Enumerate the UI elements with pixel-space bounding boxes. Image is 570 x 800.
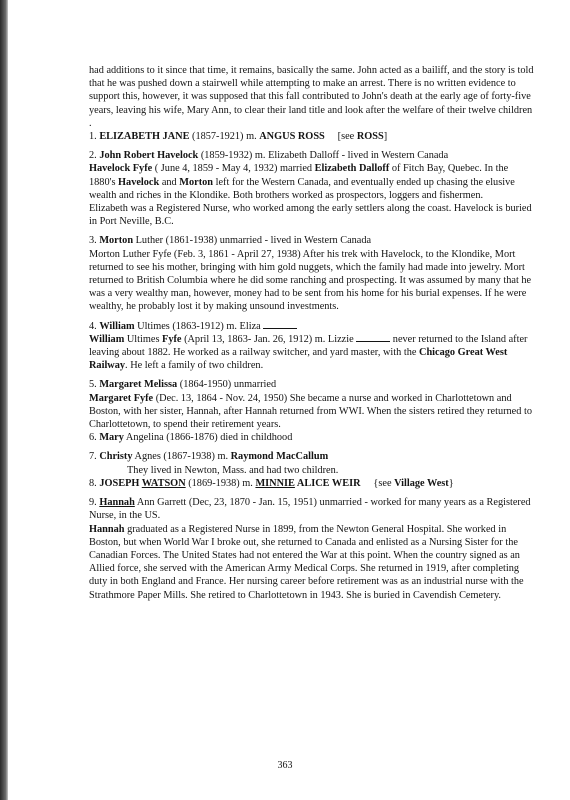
entry-9: 9. Hannah Ann Garrett (Dec, 23, 1870 - Jan. 15, 1951) unmarried - worked for many years as a Registered Nurse, in the US. Hannah graduated as a Registered Nurse in 1899, from the Newton General Hospital. She worked in Boston, but when World War I broke out, she returned to Canada and enlisted as a Nursing Sister for the Canadian Forces. The United States had not entered the War at this point. When the country signed as an Allied force, she served with the American Army Medical Corps. She returned in 1919, after completing duty in both England and France. Her nursing career before retirement was as an industrial nurse with the Strathmore Paper Mills. She retired to Charlottetown in 1943. She is buried in Cavendish Cemetery. — [89, 497, 531, 601]
entry-8: 8. JOSEPH WATSON (1869-1938) m. MINNIE ALICE WEIR {see Village West} — [89, 477, 454, 489]
entry-5: 5. Margaret Melissa (1864-1950) unmarried Margaret Fyfe (Dec. 13, 1864 - Nov. 24, 1950) She became a nurse and worked in Charlottetown and Boston, with her sister, Hannah, after Hannah returned from WWI. When the sisters retired they returned to Charlottetown, to spend their retirement years. — [89, 379, 532, 431]
see-village-west-ref: Village West — [394, 477, 449, 489]
entry-8-name: JOSEPH WATSON — [99, 477, 186, 489]
blank-line — [356, 333, 390, 342]
page-content — [89, 64, 537, 602]
entry-2-name: John Robert Havelock — [99, 150, 199, 162]
entry-9-name: Hannah — [99, 497, 135, 509]
entry-2-paragraph-2: Elizabeth was a Registered Nurse, who worked among the early settlers along the coast. Havelock is buried in Port Neville, B.C. — [89, 203, 532, 228]
entry-7-name: Christy — [99, 451, 133, 463]
entry-7: 7. Christy Agnes (1867-1938) m. Raymond MacCallum They lived in Newton, Mass. and had two children. — [89, 451, 339, 476]
blank-line — [263, 320, 297, 329]
entry-6: 6. Mary Angelina (1866-1876) died in childhood — [89, 432, 293, 444]
entry-1-spouse: ANGUS ROSS — [259, 131, 325, 143]
entry-7-spouse: Raymond MacCallum — [230, 451, 329, 463]
entry-3-body: Morton Luther Fyfe (Feb. 3, 1861 - April 27, 1938) After his trek with Havelock, to the Klondike, Mort returned to see his mother, bringing with him gold nuggets, which the family had made into jewelry. Mort returned to British Columbia where he did some ranching and prospecting. It was assumed by many that he was a very wealthy man, however, money had to be sent from his home for his burial expenses. If he were wealthy, he probably lost it by making unsound investments. — [89, 248, 532, 313]
entry-2: 2. John Robert Havelock (1859-1932) m. Elizabeth Dalloff - lived in Western Canada Havelock Fyfe ( June 4, 1859 - May 4, 1932) married Elizabeth Dalloff of Fitch Bay, Quebec. In the 1880's Havelock and Morton left for the Western Canada, and eventually ended up chasing the elusive wealth and riches in the Klondike. Both brothers worked as prospectors, loggers and fishermen. Elizabeth was a Registered Nurse, who worked among the early settlers along the coast. Havelock is buried in Port Neville, B.C. — [89, 149, 537, 228]
entry-3: 3. Morton Luther (1861-1938) unmarried - lived in Western Canada Morton Luther Fyfe (Feb. 3, 1861 - April 27, 1938) After his trek with Havelock, to the Klondike, Mort returned to see his mother, bringing with him gold nuggets, which the family had made into jewelry. Mort returned to British Columbia where he did some ranching and prospecting. It was assumed by many that he was a very wealthy man, however, money had to be sent from his home for his burial expenses. If he were wealthy, he probably lost it by making unsound investments. — [89, 234, 537, 313]
entry-3-name: Morton — [99, 235, 134, 247]
entry-1: 1. ELIZABETH JANE (1857-1921) m. ANGUS ROSS [see ROSS] — [89, 131, 388, 143]
entry-4-name: William — [99, 320, 135, 332]
entry-4: 4. William Ultimes (1863-1912) m. Eliza William Ultimes Fyfe (April 13, 1863- Jan. 26, 1912) m. Lizzie never returned to the Island after leaving about 1882. He worked as a railway switcher, and yard master, with the Chicago Great West Railway. He left a family of two children. — [89, 320, 528, 372]
entry-1-name: ELIZABETH JANE — [99, 131, 190, 143]
page-number: 363 — [277, 760, 293, 771]
entry-5-name: Margaret Melissa — [99, 379, 178, 391]
entry-6-name: Mary — [99, 432, 124, 444]
book-binding-shadow — [0, 0, 8, 800]
entry-8-spouse: MINNIE ALICE WEIR — [255, 477, 361, 489]
see-ross-ref: ROSS — [356, 131, 384, 143]
intro-paragraph: had additions to it since that time, it remains, basically the same. John acted as a bailiff, and the story is told that he was pushed down a stairwell while attempting to make an arrest. There is no written evidence to support this, however, it was supposed that this fall contributed to John's death at the early age of forty-five years, leaving his wife, Mary Ann, to clear their land title and look after the welfare of their twelve children . — [89, 65, 534, 129]
